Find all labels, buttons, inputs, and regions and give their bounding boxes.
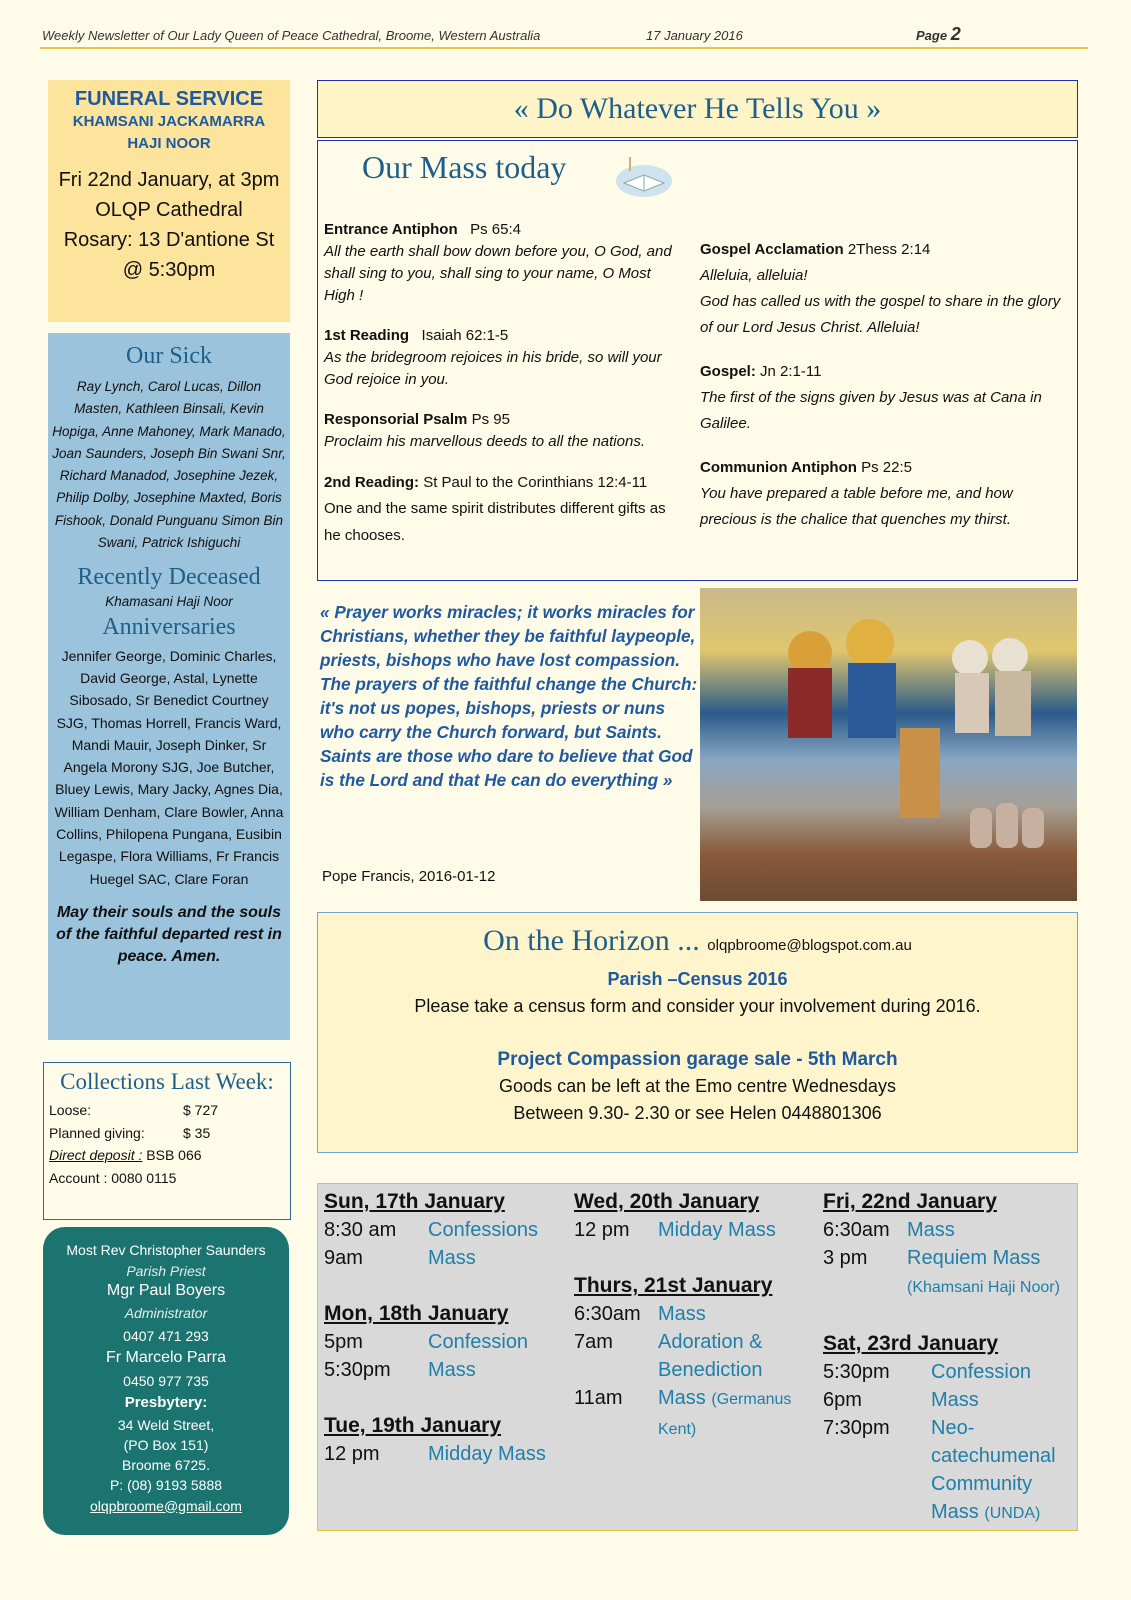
schedule-entry <box>823 1358 1073 1386</box>
account-number: Account : 0080 0115 <box>49 1169 177 1186</box>
page-label: Page <box>916 28 948 43</box>
entry-time: 11am <box>574 1387 623 1409</box>
funeral-name: KHAMSANI JACKAMARRA <box>72 113 266 130</box>
entry-time: 6:30am <box>574 1303 641 1325</box>
funeral-line: @ 5:30pm <box>122 259 216 281</box>
blog-link[interactable]: olqpbroome@blogspot.com.au <box>707 937 912 954</box>
entry-event-label: Mass <box>428 1247 476 1269</box>
bishop-name: Most Rev Christopher Saunders <box>66 1242 266 1258</box>
psalm-label: Responsorial Psalm <box>324 411 468 428</box>
entry-time: 7:30pm <box>823 1417 890 1439</box>
planned-label: Planned giving: <box>49 1124 145 1141</box>
entry-event-label: Mass <box>428 1359 476 1381</box>
schedule-day-mon: Mon, 18th January <box>324 1302 509 1325</box>
horizon-title: On the Horizon ... <box>483 924 700 957</box>
entry-event <box>931 1358 1031 1386</box>
mosaic-figures-illustration <box>700 588 1077 901</box>
schedule-day-wed: Wed, 20th January <box>574 1190 760 1213</box>
address-line: (PO Box 151) <box>123 1436 209 1453</box>
mass-title: Our Mass today <box>362 149 567 185</box>
spacer <box>574 1244 819 1272</box>
garage-sale-text: Goods can be left at the Emo centre Wednesdays <box>499 1076 896 1096</box>
schedule-day-tue: Tue, 19th January <box>324 1414 502 1437</box>
entry-note: (Khamsani Haji Noor) <box>907 1279 1060 1296</box>
reading2-ref: St Paul to the Corinthians 12:4-11 <box>423 474 648 491</box>
entry-event <box>428 1356 476 1384</box>
schedule-entry <box>574 1300 819 1328</box>
loose-label: Loose: <box>49 1102 92 1118</box>
entry-event <box>428 1328 528 1356</box>
funeral-line: Rosary: 13 D'antione St <box>63 229 275 251</box>
on-the-horizon-panel <box>317 912 1078 1153</box>
open-book-icon <box>614 149 674 201</box>
prayer-text: May their souls and the souls of the faithful departed rest in peace. Amen. <box>56 903 282 965</box>
entry-time: 12 pm <box>574 1219 630 1241</box>
sick-names: Ray Lynch, Carol Lucas, Dillon Masten, Kathleen Binsali, Kevin Hopiga, Anne Mahoney, Mark Manado, Joan Saunders, Joseph Bin Swani Snr, Richard Manadod, Josephine Jezek, Philip Dolby, Josephine Maxted, Boris Fishook, Donald Punguanu Simon Bin Swani, Patrick Ishiguchi <box>52 379 286 551</box>
entrance-ref: Ps 65:4 <box>470 221 521 238</box>
entry-time: 5pm <box>324 1331 363 1353</box>
funeral-line: Fri 22nd January, at 3pm <box>58 169 280 191</box>
spacer <box>324 1384 564 1412</box>
entry-note: (UNDA) <box>984 1505 1041 1522</box>
acclamation-ref: 2Thess 2:14 <box>847 241 931 258</box>
entry-event <box>658 1328 819 1384</box>
quote-source: Pope Francis, 2016-01-12 <box>322 868 496 885</box>
priest-name: Fr Marcelo Parra <box>105 1349 227 1366</box>
entry-event-label: Mass <box>931 1389 979 1411</box>
deceased-title: Recently Deceased <box>77 564 261 591</box>
admin-name: Mgr Paul Boyers <box>106 1281 226 1299</box>
spacer <box>324 1272 564 1300</box>
address-line: Broome 6725. <box>122 1456 210 1473</box>
entry-event <box>907 1244 1073 1302</box>
gospel-ref: Jn 2:1-11 <box>760 363 822 380</box>
entrance-text: All the earth shall bow down before you, O God, and shall sing to you, shall sing to your name, O Most High ! <box>324 243 672 304</box>
theme-title: « Do Whatever He Tells You » <box>317 80 1078 138</box>
funeral-title: FUNERAL SERVICE <box>74 88 264 110</box>
entry-event-label: Adoration & Benediction <box>658 1331 763 1381</box>
entry-time: 3 pm <box>823 1247 868 1269</box>
entry-event <box>428 1216 538 1244</box>
schedule-entry <box>324 1328 564 1356</box>
schedule-entry <box>574 1216 819 1244</box>
funeral-notice <box>48 80 290 322</box>
entry-event-label: Mass <box>658 1303 706 1325</box>
gospel-text: The first of the signs given by Jesus was at Cana in Galilee. <box>700 389 1042 432</box>
entry-event <box>658 1300 706 1328</box>
entry-time: 12 pm <box>324 1443 380 1465</box>
collections-title: Collections Last Week: <box>60 1069 274 1094</box>
entry-event <box>658 1384 819 1444</box>
entry-event-label: Mass <box>658 1387 706 1409</box>
sick-title: Our Sick <box>126 343 212 369</box>
schedule-entry <box>574 1384 819 1444</box>
direct-deposit-label: Direct deposit : <box>49 1147 143 1163</box>
sick-list-panel <box>48 333 290 1040</box>
communion-label: Communion Antiphon <box>700 459 857 476</box>
schedule-entry <box>823 1386 1073 1414</box>
anniversaries-names: Jennifer George, Dominic Charles, David George, Astal, Lynette Sibosado, Sr Benedict Courtney SJG, Thomas Horrell, Francis Ward, Mandi Mauir, Joseph Dinker, Sr Angela Morony SJG, Joe Butcher, Bluey Lewis, Mary Jacky, Agnes Dia, William Denham, Clare Bowler, Anna Collins, Philopena Pungana, Eusibin Legaspe, Flora Williams, Fr Francis Huegel SAC, Clare Foran <box>54 647 284 887</box>
garage-sale-text: Between 9.30- 2.30 or see Helen 0448801306 <box>513 1103 882 1123</box>
address-line: 34 Weld Street, <box>117 1416 215 1433</box>
schedule-day-fri: Fri, 22nd January <box>823 1190 997 1213</box>
schedule-entry <box>324 1216 564 1244</box>
reading1-label: 1st Reading <box>324 327 410 344</box>
entry-time: 6pm <box>823 1389 862 1411</box>
entry-event <box>428 1440 546 1468</box>
schedule-entry <box>324 1356 564 1384</box>
pope-quote: « Prayer works miracles; it works miracles for Christians, whether they be faithful laypeople, priests, bishops who have lost compassion. The prayers of the faithful change the Church: it's not us popes, bishops, priests or nuns who carry the Church forward, but Saints. Saints are those who dare to believe that God is the Lord and that He can do everything » <box>320 602 698 790</box>
funeral-line: OLQP Cathedral <box>95 199 243 221</box>
readings-right-column <box>700 237 1070 533</box>
entry-event-label: Midday Mass <box>428 1443 546 1465</box>
funeral-name: HAJI NOOR <box>127 135 211 152</box>
entry-time: 7am <box>574 1331 613 1353</box>
header-divider <box>40 47 1088 49</box>
presbytery-label: Presbytery: <box>124 1394 208 1411</box>
entry-event-label: Requiem Mass <box>907 1247 1041 1269</box>
communion-text: You have prepared a table before me, and how precious is the chalice that quenches my thirst. <box>700 485 1013 528</box>
wedding-at-cana-mosaic-image <box>700 588 1077 901</box>
entry-event <box>931 1414 1073 1528</box>
entry-time: 5:30pm <box>823 1361 890 1383</box>
entry-time: 6:30am <box>823 1219 890 1241</box>
page-number <box>916 24 961 45</box>
entry-event-label: Confessions <box>428 1219 539 1241</box>
schedule-day-sun: Sun, 17th January <box>324 1190 505 1213</box>
bsb-value: BSB 066 <box>142 1147 202 1163</box>
schedule-entry <box>324 1244 564 1272</box>
entry-note: (Germanus Kent) <box>658 1391 792 1438</box>
census-text: Please take a census form and consider your involvement during 2016. <box>414 996 981 1016</box>
entry-time: 5:30pm <box>324 1359 391 1381</box>
acclamation-label: Gospel Acclamation <box>700 241 844 258</box>
spacer <box>823 1302 1073 1330</box>
entry-event-label: Neo-catechumenal Community Mass <box>931 1417 1056 1523</box>
schedule-entry <box>823 1216 1073 1244</box>
reading2-label: 2nd Reading: <box>324 474 420 491</box>
schedule-day-thu: Thurs, 21st January <box>574 1274 773 1297</box>
deceased-name: Khamasani Haji Noor <box>105 594 233 610</box>
bishop-role: Parish Priest <box>126 1262 206 1279</box>
acclamation-text: God has called us with the gospel to share in the glory of our Lord Jesus Christ. Alleluia! <box>700 293 1061 336</box>
entry-event <box>658 1216 776 1244</box>
clergy-contact-panel <box>43 1227 289 1535</box>
email-link[interactable]: olqpbroome@gmail.com <box>90 1497 242 1514</box>
psalm-ref: Ps 95 <box>471 411 510 428</box>
schedule-entry <box>574 1328 819 1384</box>
schedule-entry <box>324 1440 564 1468</box>
census-title: Parish –Census 2016 <box>607 969 788 989</box>
header-title: Weekly Newsletter of Our Lady Queen of Peace Cathedral, Broome, Western Australia <box>42 28 541 43</box>
entry-event-label: Confession <box>931 1361 1032 1383</box>
entry-time: 9am <box>324 1247 363 1269</box>
entrance-label: Entrance Antiphon <box>324 221 458 238</box>
entry-event <box>907 1216 955 1244</box>
entry-event <box>428 1244 476 1272</box>
weekly-schedule <box>317 1183 1078 1531</box>
schedule-entry <box>823 1244 1073 1302</box>
psalm-text: Proclaim his marvellous deeds to all the nations. <box>324 433 645 450</box>
schedule-entry <box>823 1414 1073 1528</box>
readings-left-column <box>324 219 684 549</box>
loose-value: $ 727 <box>183 1102 219 1118</box>
admin-phone: 0407 471 293 <box>123 1327 209 1344</box>
acclamation-text: Alleluia, alleluia! <box>700 267 808 284</box>
entry-time: 8:30 am <box>324 1219 397 1241</box>
phone: P: (08) 9193 5888 <box>109 1476 223 1493</box>
garage-sale-title: Project Compassion garage sale - 5th March <box>497 1049 898 1070</box>
planned-value: $ 35 <box>183 1124 211 1141</box>
mass-readings-panel <box>317 140 1078 581</box>
reading1-ref: Isaiah 62:1-5 <box>421 327 509 344</box>
priest-phone: 0450 977 735 <box>123 1372 209 1389</box>
header-date: 17 January 2016 <box>646 28 743 43</box>
entry-event-label: Confession <box>428 1331 529 1353</box>
anniversaries-title: Anniversaries <box>102 613 236 640</box>
page-num: 2 <box>950 24 961 44</box>
gospel-label: Gospel: <box>700 363 756 380</box>
schedule-day-sat: Sat, 23rd January <box>823 1332 999 1355</box>
entry-event-label: Mass <box>907 1219 955 1241</box>
collections-panel <box>43 1062 291 1220</box>
reading1-text: As the bridegroom rejoices in his bride, so will your God rejoice in you. <box>324 349 662 388</box>
communion-ref: Ps 22:5 <box>861 459 912 476</box>
admin-role: Administrator <box>124 1305 208 1321</box>
entry-event-label: Midday Mass <box>658 1219 776 1241</box>
entry-event <box>931 1386 979 1414</box>
reading2-text: One and the same spirit distributes different gifts as he chooses. <box>324 500 666 544</box>
